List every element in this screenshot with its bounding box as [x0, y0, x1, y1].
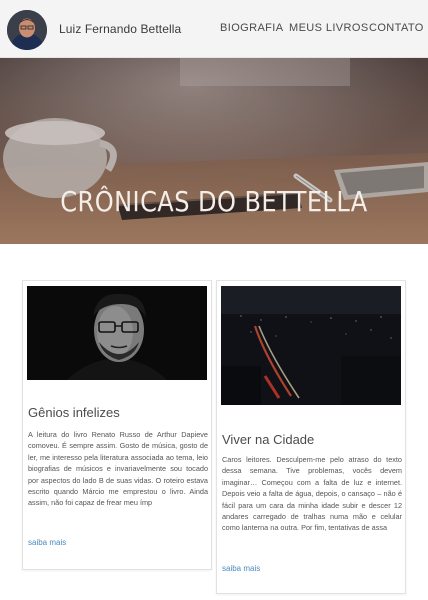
read-more-link[interactable]: saiba mais [28, 538, 67, 547]
post-title[interactable]: Viver na Cidade [222, 432, 315, 447]
post-image[interactable] [27, 286, 207, 380]
read-more-link[interactable]: saiba mais [222, 564, 261, 573]
nav-link-contato[interactable]: CONTATO [369, 22, 424, 34]
nav-link-meus-livros[interactable]: MEUS LIVROS [289, 22, 369, 34]
portrait-photo [27, 286, 207, 380]
city-night-photo [221, 286, 401, 405]
post-title[interactable]: Gênios infelizes [28, 405, 120, 420]
post-card [216, 280, 406, 594]
post-image[interactable] [221, 286, 401, 405]
site-brand-name[interactable]: Luiz Fernando Bettella [59, 22, 182, 36]
author-avatar[interactable] [7, 10, 47, 50]
post-excerpt: A leitura do livro Renato Russo de Arthur Dapieve comoveu. É sempre assim. Gosto de música, gosto de ler, me interesso pela literatura associada ao tema, leio biografias de músicos e invariavelmente sou tocado por aspectos do lado B de suas vidas. O roteiro estava escrito quando Márcio me emprestou o livro. Ainda assim, não foi capaz de frear meu ímp [28, 430, 208, 508]
hero-banner [0, 58, 428, 244]
hero-title: CRÔNICAS DO BETTELLA [60, 185, 368, 218]
post-card [22, 280, 212, 570]
top-navbar [0, 0, 428, 58]
author-avatar-photo [7, 10, 47, 50]
nav-link-biografia[interactable]: BIOGRAFIA [220, 22, 284, 34]
post-excerpt: Caros leitores. Desculpem-me pelo atraso do texto dessa semana. Tive problemas, vocês devem imaginar… Começou com a falta de luz e internet. Depois veio a falta de água, depois, o cansaço – não é fácil para um cara da minha idade subir e descer 12 andares carregado de tralhas numa mão e celular como lanterna na outra. Por fim, tentativas de assa [222, 455, 402, 533]
